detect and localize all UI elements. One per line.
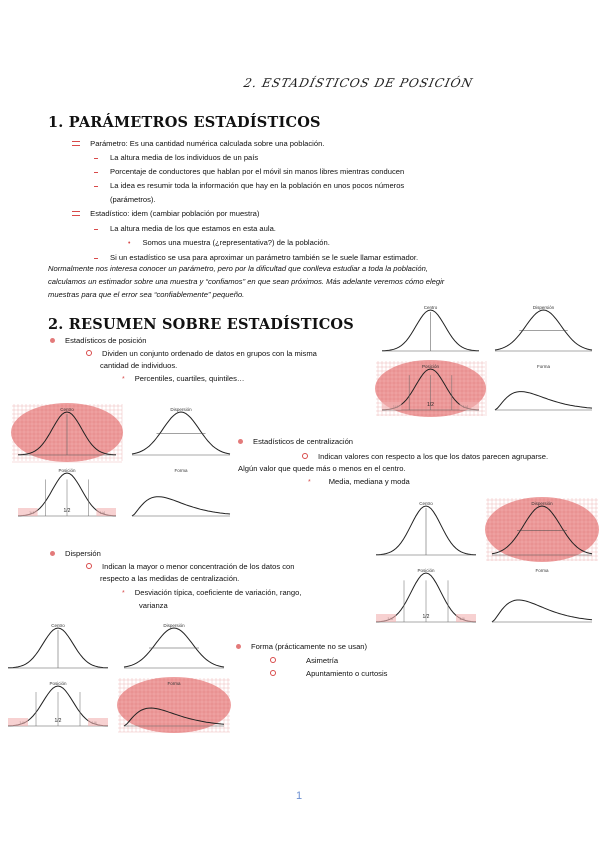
stat-estimator: Si un estadístico se usa para aproximar un parámetro también se le suele llamar estimador. bbox=[94, 252, 418, 264]
posicion-desc-1: Dividen un conjunto ordenado de datos en grupos con la misma bbox=[86, 348, 317, 360]
svg-text:1/2: 1/2 bbox=[427, 402, 434, 408]
posicion-sub: * Percentiles, cuartiles, quintiles… bbox=[122, 374, 245, 383]
figure-group-centralizacion bbox=[10, 402, 238, 524]
panel-label: Dispersión bbox=[532, 305, 555, 310]
panel-label: Dispersión bbox=[531, 501, 553, 506]
panel-dispersion bbox=[132, 407, 230, 455]
centralizacion-label: Estadísticos de centralización bbox=[238, 436, 353, 448]
circle-bullet-icon bbox=[236, 644, 241, 649]
panel-label: Centro bbox=[60, 407, 74, 412]
svg-text:1/2: 1/2 bbox=[63, 508, 71, 514]
star-bullet-icon: * bbox=[308, 479, 311, 486]
panel-centro bbox=[11, 403, 123, 462]
panel-label: Forma bbox=[535, 568, 549, 573]
dash-bullet-icon bbox=[94, 258, 98, 259]
curve bbox=[492, 600, 592, 622]
panel-label: Centro bbox=[423, 305, 438, 310]
param-line: Parámetro: Es una cantidad numérica calculada sobre una población. bbox=[72, 138, 324, 150]
italic-note-1: Normalmente nos interesa conocer un parámetro, pero por la dificultad que conlleva estudiar a toda la población, bbox=[48, 264, 428, 273]
panel-forma bbox=[132, 468, 230, 516]
forma-item-1: Asimetría bbox=[270, 655, 338, 667]
section2-title: 2. RESUMEN SOBRE ESTADÍSTICOS bbox=[48, 316, 354, 333]
figure-panels bbox=[0, 618, 232, 734]
panel-label: Posición bbox=[58, 468, 76, 473]
panel-centro bbox=[376, 501, 476, 555]
panel-posicion bbox=[18, 468, 116, 516]
panel-label: Centro bbox=[419, 501, 433, 506]
dash-bullet-icon bbox=[94, 186, 98, 187]
ring-bullet-icon bbox=[270, 670, 276, 676]
curve bbox=[495, 392, 592, 410]
curve bbox=[495, 310, 592, 350]
dash-bullet-icon bbox=[94, 229, 98, 230]
ring-bullet-icon bbox=[302, 453, 308, 459]
panel-label: Dispersión bbox=[163, 623, 185, 628]
circle-bullet-icon bbox=[50, 551, 55, 556]
centralizacion-desc-2: Algún valor que quede más o menos en el centro. bbox=[238, 464, 406, 473]
figure-group-posicion bbox=[374, 300, 600, 418]
handwritten-title: 2. ESTADÍSTICOS DE POSICIÓN bbox=[242, 76, 475, 90]
italic-note-3: muestras para que el error sea “confiablemente” pequeño. bbox=[48, 290, 245, 299]
dispersion-sub-1: * Desviación típica, coeficiente de variación, rango, bbox=[122, 588, 302, 597]
figure-group-dispersion bbox=[368, 496, 600, 630]
highlight-ellipse bbox=[485, 497, 599, 562]
centralizacion-desc-1: Indican valores con respecto a los que los datos parecen agruparse. bbox=[302, 451, 548, 463]
dash-bullet-icon bbox=[94, 158, 98, 159]
forma-item-2: Apuntamiento o curtosis bbox=[270, 668, 387, 680]
panel-label: Dispersión bbox=[170, 407, 192, 412]
ring-bullet-icon bbox=[86, 350, 92, 356]
dispersion-label: Dispersión bbox=[50, 548, 101, 560]
centralizacion-sub: * Media, mediana y moda bbox=[308, 477, 410, 486]
dispersion-sub-2: varianza bbox=[139, 601, 168, 610]
section1-title: 1. PARÁMETROS ESTADÍSTICOS bbox=[48, 114, 321, 131]
curve bbox=[124, 628, 224, 667]
circle-bullet-icon bbox=[238, 439, 243, 444]
equals-bullet-icon bbox=[72, 141, 80, 146]
panel-label: Forma bbox=[174, 468, 188, 473]
panel-label: Forma bbox=[536, 364, 551, 369]
panel-label: Posición bbox=[49, 681, 67, 686]
svg-text:1/2: 1/2 bbox=[422, 614, 430, 620]
panel-dispersion bbox=[124, 623, 224, 668]
dispersion-desc-1: Indican la mayor o menor concentración de los datos con bbox=[86, 561, 294, 573]
ring-bullet-icon bbox=[86, 563, 92, 569]
param-example-3: La idea es resumir toda la información que hay en la población en unos pocos números bbox=[94, 180, 404, 192]
panel-posicion bbox=[375, 360, 486, 417]
panel-label: Forma bbox=[167, 681, 181, 686]
star-bullet-icon: • bbox=[128, 240, 131, 247]
panel-label: Centro bbox=[51, 623, 65, 628]
panel-centro bbox=[382, 305, 479, 351]
panel-forma bbox=[492, 568, 592, 622]
figure-group-forma bbox=[0, 618, 232, 734]
panel-label: Posición bbox=[421, 364, 440, 369]
circle-bullet-icon bbox=[50, 338, 55, 343]
italic-note-2: calculamos un estimador sobre una muestra y “confiamos” en que sean próximos. Más adelante veremos cómo elegir bbox=[48, 277, 445, 286]
forma-label: Forma (prácticamente no se usan) bbox=[236, 641, 367, 653]
panel-centro bbox=[8, 623, 108, 668]
panel-posicion bbox=[8, 681, 108, 726]
panel-dispersion bbox=[485, 497, 599, 562]
page-number: 1 bbox=[296, 790, 303, 802]
stat-sub: • Somos una muestra (¿representativa?) de la población. bbox=[128, 238, 330, 247]
star-bullet-icon: * bbox=[122, 376, 125, 383]
posicion-desc-2: cantidad de individuos. bbox=[100, 361, 178, 370]
curve bbox=[132, 412, 230, 454]
panel-label: Posición bbox=[417, 568, 435, 573]
panel-forma bbox=[117, 677, 231, 733]
equals-bullet-icon bbox=[72, 211, 80, 216]
param-example-4: (parámetros). bbox=[110, 195, 156, 204]
panel-forma bbox=[495, 364, 592, 410]
figure-panels bbox=[10, 402, 238, 524]
star-bullet-icon: * bbox=[122, 590, 125, 597]
dispersion-desc-2: respecto a las medidas de centralización. bbox=[100, 574, 240, 583]
param-example-2: Porcentaje de conductores que hablan por el móvil sin manos libres mientras conducen bbox=[94, 166, 404, 178]
figure-panels bbox=[374, 300, 600, 418]
curve bbox=[132, 497, 230, 516]
stat-example: La altura media de los que estamos en esta aula. bbox=[94, 223, 276, 235]
param-example-1: La altura media de los individuos de un país bbox=[94, 152, 258, 164]
stat-line: Estadístico: idem (cambiar población por muestra) bbox=[72, 208, 259, 220]
svg-text:1/2: 1/2 bbox=[54, 718, 62, 724]
ring-bullet-icon bbox=[270, 657, 276, 663]
dash-bullet-icon bbox=[94, 172, 98, 173]
panel-posicion bbox=[376, 568, 476, 622]
figure-panels bbox=[368, 496, 600, 630]
posicion-label: Estadísticos de posición bbox=[50, 335, 146, 347]
panel-dispersion bbox=[495, 305, 592, 351]
